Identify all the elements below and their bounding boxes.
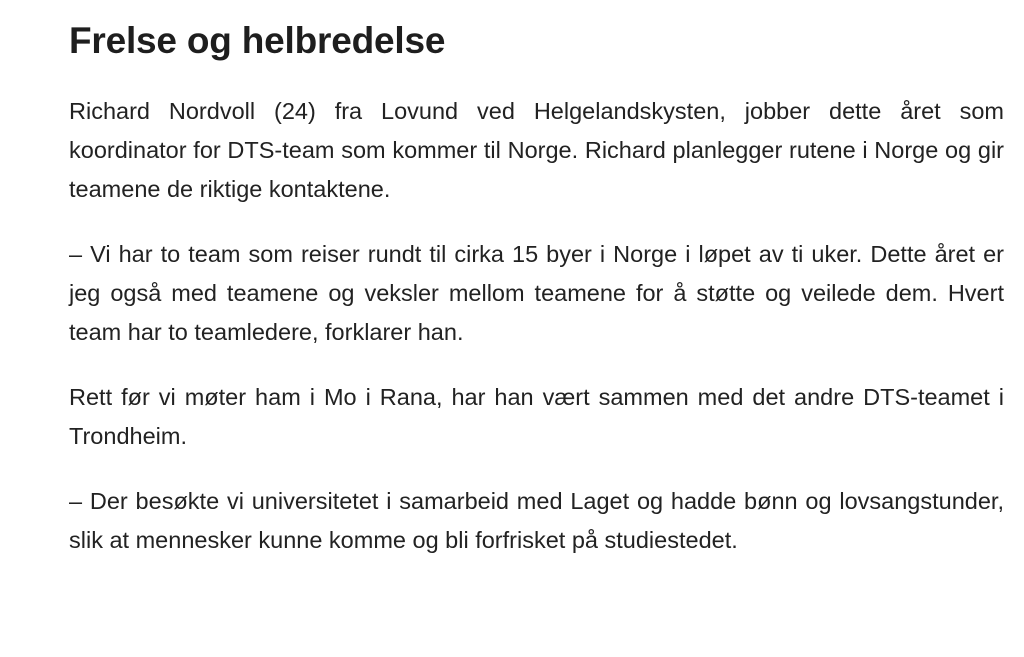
article-paragraph: Rett før vi møter ham i Mo i Rana, har han vært sammen med det andre DTS-teamet i Trondheim. (69, 384, 1004, 449)
article-paragraph: – Vi har to team som reiser rundt til cirka 15 byer i Norge i løpet av ti uker. Dette året er jeg også med teamene og veksler mellom teamene for å støtte og veilede dem. Hvert team har to teamledere, forklarer han. (69, 241, 1004, 345)
article-paragraph: Richard Nordvoll (24) fra Lovund ved Helgelandskysten, jobber dette året som koordinator for DTS-team som kommer til Norge. Richard planlegger rutene i Norge og gir teamene de riktige kontaktene. (69, 98, 1004, 202)
article-title: Frelse og helbredelse (69, 20, 446, 61)
article (69, 16, 1004, 586)
article-paragraph: – Der besøkte vi universitetet i samarbeid med Laget og hadde bønn og lovsangstunder, slik at mennesker kunne komme og bli forfrisket på studiestedet. (69, 488, 1004, 553)
